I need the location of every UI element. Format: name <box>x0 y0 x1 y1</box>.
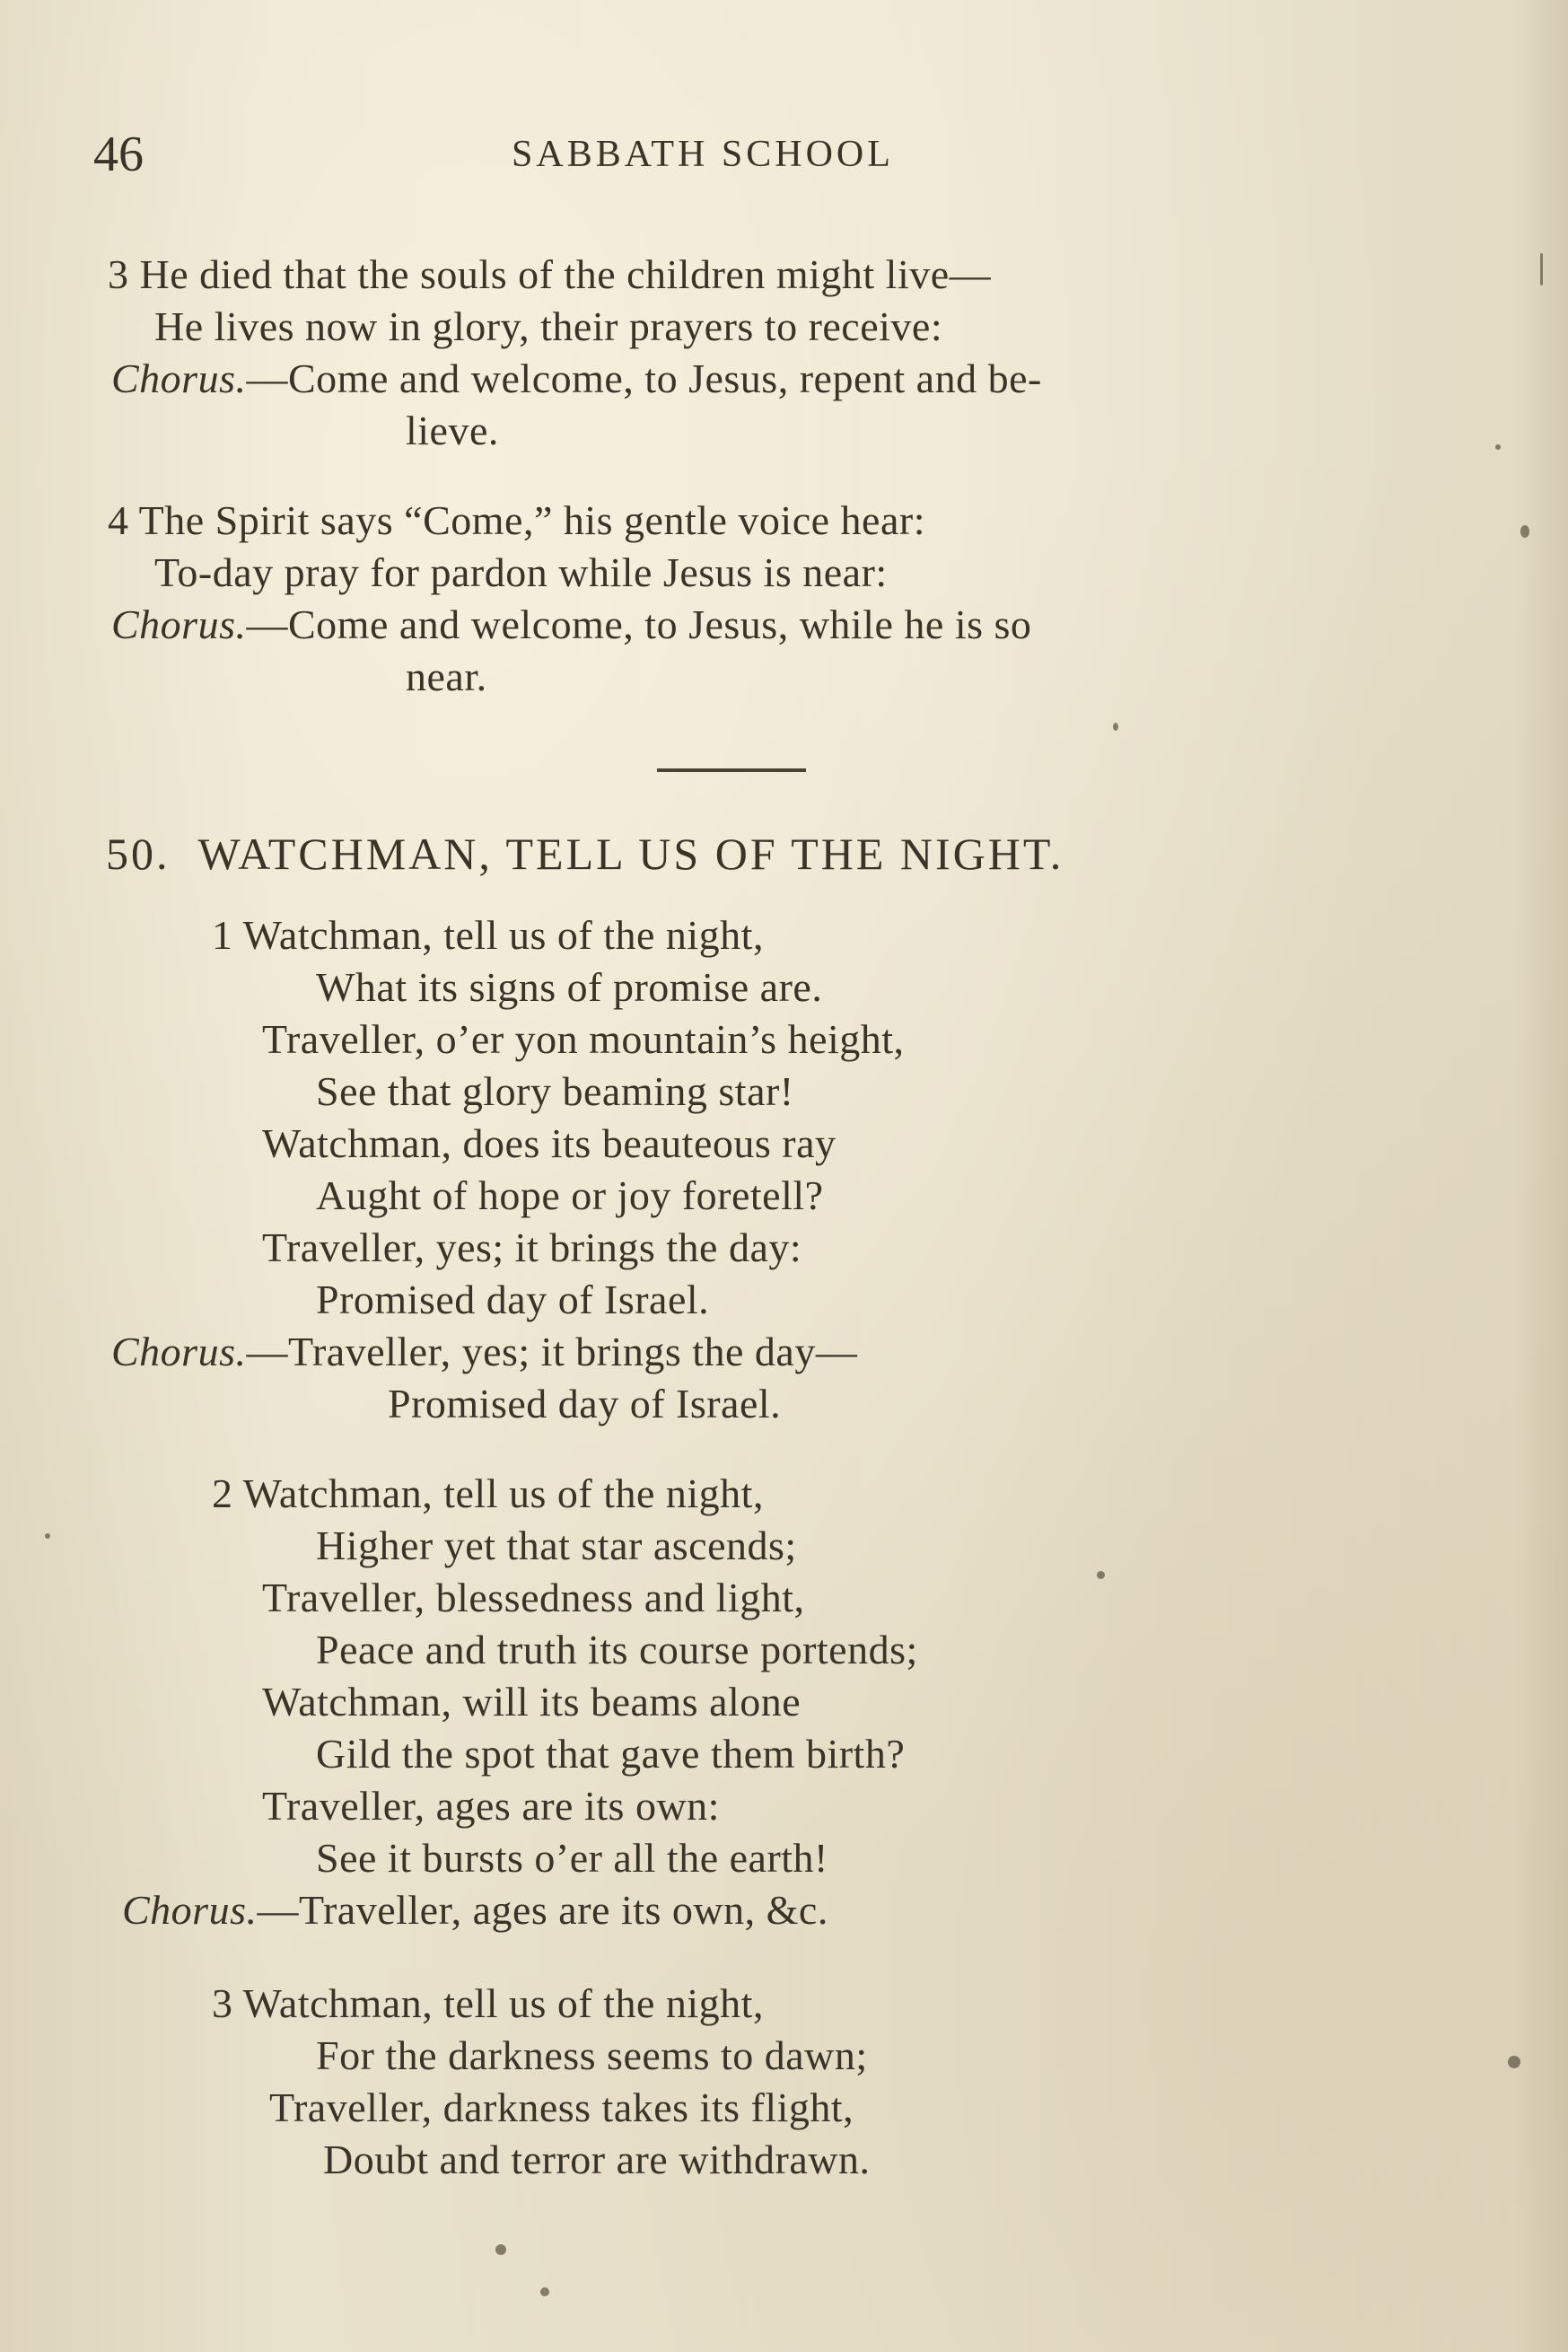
running-title: SABBATH SCHOOL <box>512 134 894 175</box>
verse-line: Traveller, darkness takes its flight, <box>269 2084 854 2130</box>
verse-line: Watchman, will its beams alone <box>262 1679 802 1725</box>
verse-line: Watchman, does its beauteous ray <box>262 1120 837 1166</box>
verse-line: Traveller, o’er yon mountain’s height, <box>262 1016 905 1062</box>
page-edge-shadow <box>1514 0 1568 2352</box>
verse-line: Peace and truth its course portends; <box>316 1627 918 1672</box>
hymn-number: 50. <box>106 829 171 879</box>
page-number: 46 <box>93 127 144 182</box>
chorus-text: —Traveller, yes; it brings the day— <box>246 1329 858 1374</box>
verse-line: To-day pray for pardon while Jesus is near: <box>154 549 888 595</box>
chorus-label: Chorus. <box>111 1329 247 1374</box>
chorus-label: Chorus. <box>122 1887 258 1933</box>
chorus-line <box>111 600 1031 650</box>
chorus-continuation: Promised day of Israel. <box>388 1381 782 1426</box>
verse-line: Promised day of Israel. <box>316 1277 710 1322</box>
verse-line: What its signs of promise are. <box>316 964 823 1010</box>
verse-line: 1 Watchman, tell us of the night, <box>212 912 764 958</box>
chorus-label: Chorus. <box>111 355 247 401</box>
verse-line: 2 Watchman, tell us of the night, <box>212 1470 764 1516</box>
verse-line: Aught of hope or joy foretell? <box>316 1172 824 1218</box>
paper-speck <box>495 2244 506 2255</box>
verse-line: Higher yet that star ascends; <box>316 1523 797 1568</box>
chorus-line <box>111 1327 857 1377</box>
chorus-text: —Come and welcome, to Jesus, while he is so <box>246 601 1032 647</box>
chorus-label: Chorus. <box>111 601 247 647</box>
chorus-text: —Traveller, ages are its own, &c. <box>257 1887 828 1933</box>
chorus-line <box>111 354 1042 404</box>
verse-line: 3 He died that the souls of the children might live— <box>108 251 992 297</box>
paper-speck <box>1495 444 1501 450</box>
hymn-title: WATCHMAN, TELL US OF THE NIGHT. <box>197 829 1064 879</box>
paper-speck <box>540 2287 549 2296</box>
verse-line: He lives now in glory, their prayers to receive: <box>154 303 943 349</box>
verse-line: 4 The Spirit says “Come,” his gentle voice hear: <box>108 497 925 543</box>
verse-line: See that glory beaming star! <box>316 1068 794 1114</box>
paper-speck <box>1113 723 1118 731</box>
verse-line: Gild the spot that gave them birth? <box>316 1731 906 1777</box>
verse-line: Doubt and terror are withdrawn. <box>323 2137 871 2182</box>
verse-line: 3 Watchman, tell us of the night, <box>212 1980 764 2026</box>
section-divider <box>657 768 806 772</box>
verse-line: For the darkness seems to dawn; <box>316 2032 868 2078</box>
chorus-continuation: near. <box>406 654 487 699</box>
verse-line: Traveller, yes; it brings the day: <box>262 1224 802 1270</box>
paper-speck <box>45 1533 50 1539</box>
paper-speck <box>1097 1571 1105 1579</box>
verse-line: See it bursts o’er all the earth! <box>316 1835 828 1881</box>
chorus-text: —Come and welcome, to Jesus, repent and be- <box>246 355 1042 401</box>
chorus-line <box>122 1885 828 1935</box>
chorus-continuation: lieve. <box>406 408 499 453</box>
verse-line: Traveller, ages are its own: <box>262 1783 720 1829</box>
hymn-heading <box>106 828 1064 880</box>
verse-line: Traveller, blessedness and light, <box>262 1575 805 1620</box>
